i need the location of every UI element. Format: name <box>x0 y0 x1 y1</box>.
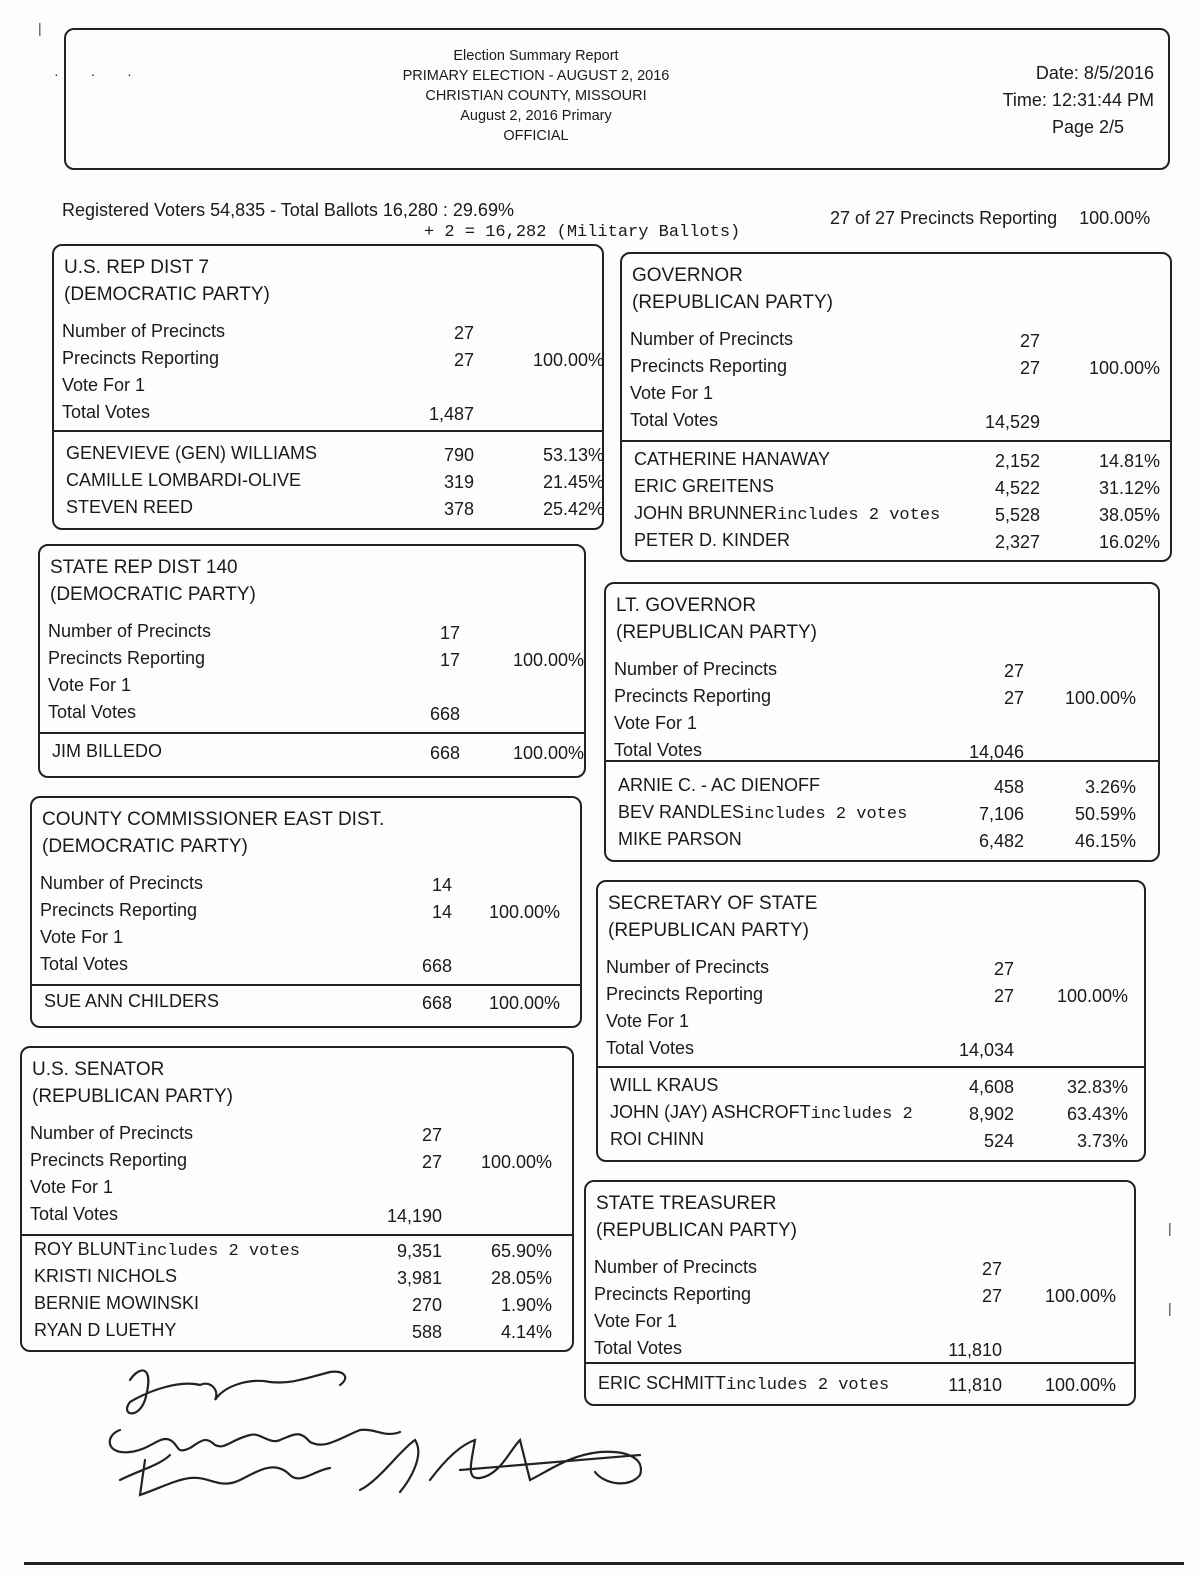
candidate-divider <box>606 760 1158 762</box>
total-votes-value: 14,529 <box>984 412 1040 432</box>
candidate-votes: 270 <box>411 1295 442 1315</box>
number-of-precincts-label: Number of Precincts <box>48 621 212 641</box>
candidate-row <box>618 772 820 798</box>
candidate-name: RYAN D LUETHY <box>34 1320 177 1340</box>
candidate-name: KRISTI NICHOLS <box>34 1266 178 1286</box>
race-heading <box>42 806 384 860</box>
candidate-name: CAMILLE LOMBARDI-OLIVE <box>66 470 302 490</box>
candidate-votes: 2,152 <box>994 451 1040 471</box>
candidate-row <box>66 494 193 520</box>
candidate-pct: 16.02% <box>1098 532 1160 552</box>
candidate-pct: 53.13% <box>542 445 604 465</box>
official-signatures <box>100 1360 700 1510</box>
candidate-name: JIM BILLEDO <box>52 741 163 761</box>
candidate-pct: 1.90% <box>500 1295 552 1315</box>
candidate-name: CATHERINE HANAWAY <box>634 449 831 469</box>
total-votes-label: Total Votes <box>48 702 137 722</box>
number-of-precincts-label: Number of Precincts <box>62 321 226 341</box>
candidate-row <box>52 738 162 764</box>
precincts-reporting-value: 27 <box>1019 358 1040 378</box>
scan-edge-mark: | <box>38 20 42 36</box>
precincts-reporting-value: 27 <box>981 1286 1002 1306</box>
precincts-reporting-value: 27 <box>421 1152 442 1172</box>
candidate-row <box>610 1072 718 1098</box>
candidate-note: includes 2 votes <box>777 506 941 525</box>
candidate-row <box>66 440 317 466</box>
candidate-name: SUE ANN CHILDERS <box>44 991 220 1011</box>
candidate-row <box>44 988 219 1014</box>
precincts-reporting-value: 27 <box>1003 688 1024 708</box>
number-of-precincts-value: 17 <box>439 623 460 643</box>
candidate-name: GENEVIEVE (GEN) WILLIAMS <box>66 443 318 463</box>
race-secretary-of-state <box>596 880 1146 1162</box>
precincts-reporting-pct: 100.00% <box>1079 208 1151 228</box>
candidate-votes: 378 <box>443 499 474 519</box>
race-title: U.S. SENATOR <box>32 1059 165 1080</box>
total-votes-label: Total Votes <box>62 402 151 422</box>
candidate-name: ERIC GREITENS <box>634 476 775 496</box>
candidate-votes: 790 <box>443 445 474 465</box>
total-votes-value: 14,190 <box>386 1206 442 1226</box>
race-party: (REPUBLICAN PARTY) <box>596 1220 797 1241</box>
candidate-row <box>34 1290 199 1316</box>
candidate-votes: 8,902 <box>968 1104 1014 1124</box>
report-title: Election Summary Report <box>453 48 619 64</box>
report-header <box>64 28 1170 170</box>
candidate-row <box>634 473 774 499</box>
vote-for-label: Vote For 1 <box>48 675 132 695</box>
candidate-pct: 38.05% <box>1098 505 1160 525</box>
candidate-votes: 4,522 <box>994 478 1040 498</box>
candidate-divider <box>622 440 1170 442</box>
total-votes-label: Total Votes <box>40 954 129 974</box>
candidate-pct: 21.45% <box>542 472 604 492</box>
race-party: (REPUBLICAN PARTY) <box>608 920 809 941</box>
candidate-votes: 5,528 <box>994 505 1040 525</box>
precincts-reporting-pct: 100.00% <box>1044 1286 1116 1306</box>
precincts-reporting-pct: 100.00% <box>1088 358 1160 378</box>
vote-for-label: Vote For 1 <box>40 927 124 947</box>
race-title: COUNTY COMMISSIONER EAST DIST. <box>42 809 385 830</box>
precincts-reporting-label: Precincts Reporting <box>606 984 764 1004</box>
candidate-votes: 3,981 <box>396 1268 442 1288</box>
candidate-pct: 14.81% <box>1098 451 1160 471</box>
race-party: (DEMOCRATIC PARTY) <box>50 584 256 605</box>
candidate-pct: 100.00% <box>488 993 560 1013</box>
number-of-precincts-label: Number of Precincts <box>606 957 770 977</box>
candidate-row <box>634 527 790 553</box>
total-votes-label: Total Votes <box>606 1038 695 1058</box>
candidate-votes: 6,482 <box>978 831 1024 851</box>
precincts-reporting-value: 27 <box>453 350 474 370</box>
number-of-precincts-value: 27 <box>1019 331 1040 351</box>
candidate-pct: 3.26% <box>1084 777 1136 797</box>
precincts-reporting-pct: 100.00% <box>512 650 584 670</box>
total-votes-value: 1,487 <box>428 404 474 424</box>
scan-edge-mark: | <box>1168 1220 1172 1236</box>
candidate-name: MIKE PARSON <box>618 829 742 849</box>
number-of-precincts-value: 27 <box>993 959 1014 979</box>
candidate-pct: 4.14% <box>500 1322 552 1342</box>
candidate-pct: 63.43% <box>1066 1104 1128 1124</box>
total-votes-value: 14,034 <box>958 1040 1014 1060</box>
candidate-row <box>634 500 940 526</box>
precincts-reporting-value: 14 <box>431 902 452 922</box>
candidate-name: BERNIE MOWINSKI <box>34 1293 200 1313</box>
candidate-name: STEVEN REED <box>66 497 194 517</box>
candidate-note: includes 2 votes <box>744 805 908 824</box>
candidate-pct: 46.15% <box>1074 831 1136 851</box>
number-of-precincts-value: 27 <box>1003 661 1024 681</box>
precincts-reporting-pct: 100.00% <box>488 902 560 922</box>
candidate-row <box>66 467 301 493</box>
candidate-pct: 100.00% <box>512 743 584 763</box>
candidate-row <box>610 1099 913 1125</box>
race-heading <box>32 1056 233 1110</box>
race-us-senator <box>20 1046 574 1352</box>
candidate-votes: 319 <box>443 472 474 492</box>
precincts-reporting-label: Precincts Reporting <box>630 356 788 376</box>
candidate-divider <box>54 430 602 432</box>
scan-specks: · · · <box>54 66 146 82</box>
total-votes-value: 11,810 <box>948 1340 1002 1360</box>
precincts-reporting-label: Precincts Reporting <box>62 348 220 368</box>
candidate-row <box>618 826 742 852</box>
page-bottom-rule <box>24 1562 1184 1565</box>
race-party: (REPUBLICAN PARTY) <box>632 292 833 313</box>
precincts-reporting-label: Precincts Reporting <box>40 900 198 920</box>
candidate-name: BEV RANDLES <box>618 802 745 822</box>
race-county-commissioner-east <box>30 796 582 1028</box>
candidate-note: includes 2 votes <box>726 1376 890 1395</box>
total-votes-label: Total Votes <box>594 1338 683 1358</box>
candidate-pct: 100.00% <box>1044 1375 1116 1395</box>
candidate-name: ERIC SCHMITT <box>598 1373 726 1393</box>
number-of-precincts-value: 27 <box>421 1125 442 1145</box>
total-votes-label: Total Votes <box>614 740 703 760</box>
race-title: LT. GOVERNOR <box>616 595 757 616</box>
race-lt-governor <box>604 582 1160 862</box>
vote-for-label: Vote For 1 <box>30 1177 114 1197</box>
candidate-divider <box>32 984 580 986</box>
candidate-pct: 25.42% <box>542 499 604 519</box>
precincts-reporting-value: 27 <box>993 986 1014 1006</box>
total-votes-label: Total Votes <box>630 410 719 430</box>
race-us-rep-dist-7 <box>52 244 604 530</box>
total-votes-value: 668 <box>429 704 460 724</box>
candidate-votes: 2,327 <box>994 532 1040 552</box>
candidate-votes: 11,810 <box>948 1375 1002 1395</box>
race-heading <box>616 592 817 646</box>
report-status: OFFICIAL <box>503 128 569 144</box>
vote-for-label: Vote For 1 <box>62 375 146 395</box>
precincts-reporting-value: 17 <box>439 650 460 670</box>
candidate-note: includes 2 <box>810 1105 913 1124</box>
race-title: GOVERNOR <box>632 265 743 286</box>
number-of-precincts-label: Number of Precincts <box>40 873 204 893</box>
scan-edge-mark: | <box>1168 1300 1172 1316</box>
candidate-row <box>34 1263 177 1289</box>
vote-for-label: Vote For 1 <box>594 1311 678 1331</box>
race-governor <box>620 252 1172 562</box>
number-of-precincts-label: Number of Precincts <box>594 1257 758 1277</box>
page-number: Page 2/5 <box>1051 117 1124 137</box>
race-title: SECRETARY OF STATE <box>608 893 818 914</box>
number-of-precincts-label: Number of Precincts <box>614 659 778 679</box>
candidate-pct: 50.59% <box>1074 804 1136 824</box>
candidate-pct: 3.73% <box>1076 1131 1128 1151</box>
race-party: (DEMOCRATIC PARTY) <box>42 836 248 857</box>
election-name: PRIMARY ELECTION - AUGUST 2, 2016 <box>402 68 670 84</box>
candidate-pct: 65.90% <box>490 1241 552 1261</box>
candidate-row <box>618 799 907 825</box>
race-party: (REPUBLICAN PARTY) <box>32 1086 233 1107</box>
registered-voters-line: Registered Voters 54,835 - Total Ballots 16,280 : 29.69% <box>62 200 514 220</box>
race-party: (REPUBLICAN PARTY) <box>616 622 817 643</box>
candidate-divider <box>598 1066 1144 1068</box>
vote-for-label: Vote For 1 <box>614 713 698 733</box>
candidate-votes: 9,351 <box>396 1241 442 1261</box>
military-ballots-note: + 2 = 16,282 (Military Ballots) <box>424 223 741 242</box>
number-of-precincts-value: 14 <box>431 875 452 895</box>
report-time: Time: 12:31:44 PM <box>1002 90 1154 110</box>
candidate-name: PETER D. KINDER <box>634 530 791 550</box>
total-votes-value: 668 <box>421 956 452 976</box>
candidate-row <box>34 1317 176 1343</box>
candidate-name: ROI CHINN <box>610 1129 704 1149</box>
number-of-precincts-label: Number of Precincts <box>630 329 794 349</box>
precincts-reporting-label: Precincts Reporting <box>594 1284 752 1304</box>
header-meta <box>1003 60 1154 141</box>
number-of-precincts-value: 27 <box>981 1259 1002 1279</box>
candidate-name: ARNIE C. - AC DIENOFF <box>618 775 821 795</box>
race-title: U.S. REP DIST 7 <box>64 257 210 278</box>
candidate-name: WILL KRAUS <box>610 1075 719 1095</box>
race-heading <box>596 1190 797 1244</box>
primary-name: August 2, 2016 Primary <box>460 108 612 124</box>
candidate-votes: 524 <box>983 1131 1014 1151</box>
vote-for-label: Vote For 1 <box>630 383 714 403</box>
precincts-reporting-line <box>830 208 1150 229</box>
race-heading <box>50 554 256 608</box>
precincts-reporting-label: Precincts Reporting <box>614 686 772 706</box>
precincts-reporting-label: Precincts Reporting <box>30 1150 188 1170</box>
candidate-pct: 31.12% <box>1098 478 1160 498</box>
candidate-divider <box>40 732 584 734</box>
candidate-pct: 28.05% <box>490 1268 552 1288</box>
total-votes-value: 14,046 <box>968 742 1024 762</box>
candidate-votes: 668 <box>429 743 460 763</box>
candidate-name: ROY BLUNT <box>34 1239 137 1259</box>
precincts-reporting-pct: 100.00% <box>1064 688 1136 708</box>
candidate-pct: 32.83% <box>1066 1077 1128 1097</box>
candidate-row <box>34 1236 300 1262</box>
report-date: Date: 8/5/2016 <box>1035 63 1154 83</box>
number-of-precincts-value: 27 <box>453 323 474 343</box>
number-of-precincts-label: Number of Precincts <box>30 1123 194 1143</box>
race-title: STATE REP DIST 140 <box>50 557 238 578</box>
race-party: (DEMOCRATIC PARTY) <box>64 284 270 305</box>
candidate-votes: 7,106 <box>978 804 1024 824</box>
candidate-row <box>634 446 830 472</box>
total-votes-label: Total Votes <box>30 1204 119 1224</box>
race-title: STATE TREASURER <box>596 1193 777 1214</box>
county-name: CHRISTIAN COUNTY, MISSOURI <box>425 88 647 104</box>
precincts-reporting-pct: 100.00% <box>480 1152 552 1172</box>
candidate-votes: 4,608 <box>968 1077 1014 1097</box>
vote-for-label: Vote For 1 <box>606 1011 690 1031</box>
precincts-reporting-pct: 100.00% <box>1056 986 1128 1006</box>
precincts-reporting-text: 27 of 27 Precincts Reporting <box>830 208 1058 228</box>
race-heading <box>608 890 817 944</box>
header-center <box>326 46 746 146</box>
precincts-reporting-label: Precincts Reporting <box>48 648 206 668</box>
candidate-name: JOHN BRUNNER <box>634 503 778 523</box>
candidate-note: includes 2 votes <box>136 1242 300 1261</box>
precincts-reporting-pct: 100.00% <box>532 350 604 370</box>
candidate-row <box>610 1126 704 1152</box>
candidate-votes: 588 <box>411 1322 442 1342</box>
candidate-votes: 458 <box>993 777 1024 797</box>
candidate-votes: 668 <box>421 993 452 1013</box>
race-heading <box>64 254 270 308</box>
race-heading <box>632 262 833 316</box>
race-state-rep-dist-140 <box>38 544 586 778</box>
candidate-name: JOHN (JAY) ASHCROFT <box>610 1102 811 1122</box>
